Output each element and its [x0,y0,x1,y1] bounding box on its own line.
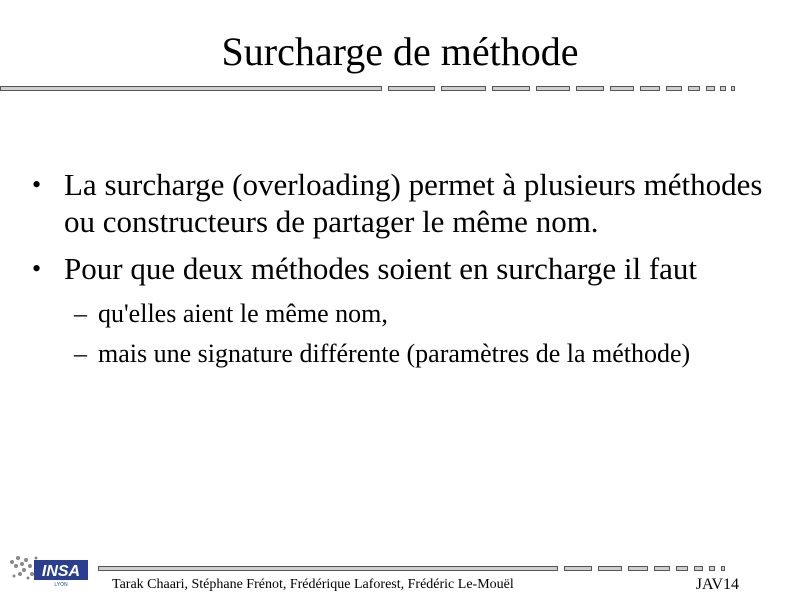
rule-segment [610,86,634,91]
rule-segment [676,566,688,571]
rule-segment [0,86,382,91]
rule-segment [388,86,435,91]
rule-segment [688,86,700,91]
svg-text:INSA: INSA [41,563,81,580]
svg-text:LYON: LYON [54,582,68,588]
rule-segment [598,566,622,571]
rule-segment [709,566,715,571]
bullet-symbol: • [32,170,42,199]
rule-segment [98,566,558,571]
rule-segment [536,86,570,91]
rule-segment [694,566,703,571]
rule-segment [654,566,670,571]
sub-bullet-text: qu'elles aient le même nom, [98,299,388,328]
bullet-text: Pour que deux méthodes soient en surcharge il faut [64,251,698,286]
sub-bullet-symbol: – [74,339,87,368]
rule-segment [576,86,604,91]
rule-segment [731,86,735,91]
bullet-item [32,250,772,287]
sub-bullet-item [32,337,772,371]
rule-segment [720,86,726,91]
sub-bullet-symbol: – [74,299,87,328]
footer-divider [8,566,733,573]
rule-segment [666,86,682,91]
rule-segment [721,566,725,571]
footer-authors: Tarak Chaari, Stéphane Frénot, Frédérique Laforest, Frédéric Le-Mouël [112,577,514,592]
rule-segment [640,86,660,91]
page-identifier: JAV14 [695,576,739,593]
bullet-symbol: • [32,254,42,283]
bullet-text: La surcharge (overloading) permet à plusieurs méthodes ou constructeurs de partager le même nom. [64,167,763,239]
rule-segment [564,566,592,571]
sub-bullet-item [32,297,772,331]
rule-segment [706,86,715,91]
bullet-item [32,166,772,240]
rule-segment [628,566,648,571]
sub-bullet-text: mais une signature différente (paramètres de la méthode) [98,339,691,368]
slide-body [32,166,772,377]
title-divider [0,86,740,93]
slide-title: Surcharge de méthode [221,29,579,74]
rule-segment [441,86,486,91]
rule-segment [492,86,530,91]
